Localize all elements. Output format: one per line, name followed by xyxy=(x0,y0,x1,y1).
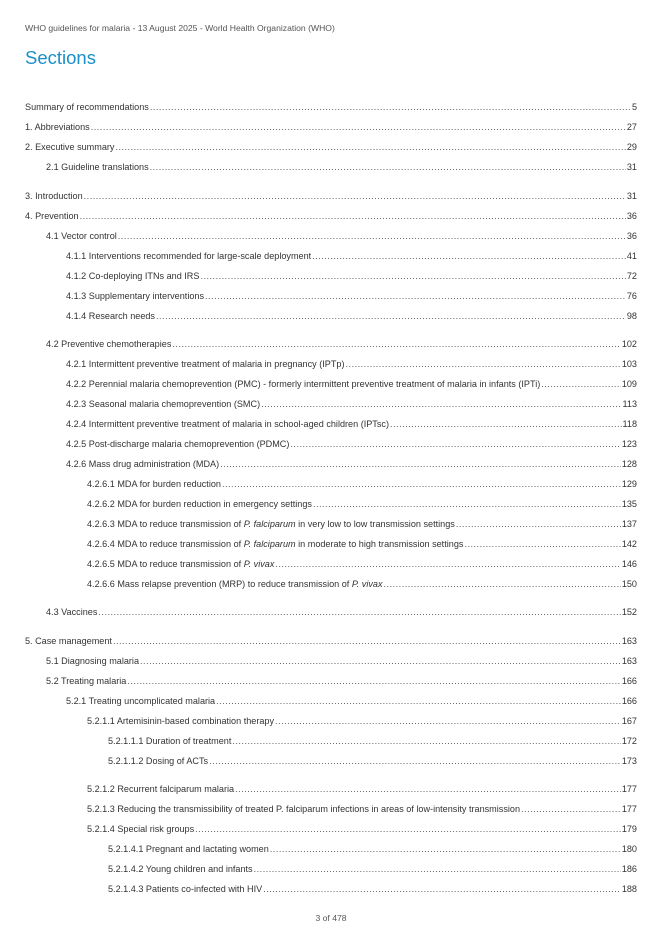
toc-entry-label: 5.1 Diagnosing malaria xyxy=(46,656,140,666)
toc-page-number: 113 xyxy=(622,399,637,409)
toc-entry-label: 4.3 Vaccines xyxy=(46,607,98,617)
toc-entry-label: 5.2.1.1.2 Dosing of ACTs xyxy=(108,756,209,766)
toc-entry-label: 4.2.6.1 MDA for burden reduction xyxy=(87,479,221,489)
dot-leader xyxy=(263,883,621,896)
toc-entry-label: 4.2.3 Seasonal malaria chemoprevention (SMC) xyxy=(66,399,261,409)
dot-leader xyxy=(84,190,626,203)
toc-entry-label: 4.1 Vector control xyxy=(46,231,117,241)
dot-leader xyxy=(150,101,631,114)
toc-entry[interactable] xyxy=(46,338,637,351)
toc-entry[interactable] xyxy=(87,715,637,728)
toc-entry-label: 4.2.6.5 MDA to reduce transmission of P. vivax xyxy=(87,559,275,569)
toc-page-number: 118 xyxy=(622,419,637,429)
dot-leader xyxy=(275,715,621,728)
toc-entry-label: 5. Case management xyxy=(25,636,112,646)
toc-entry-label: 5.2.1.2 Recurrent falciparum malaria xyxy=(87,784,235,794)
dot-leader xyxy=(232,735,620,748)
dot-leader xyxy=(312,250,626,263)
toc-page-number: 166 xyxy=(621,676,637,686)
toc-entry[interactable] xyxy=(108,843,637,856)
toc-entry-label: 1. Abbreviations xyxy=(25,122,90,132)
dot-leader xyxy=(261,398,621,411)
toc-entry[interactable] xyxy=(108,755,637,768)
dot-leader xyxy=(140,655,621,668)
toc-entry-label: 3. Introduction xyxy=(25,191,83,201)
dot-leader xyxy=(270,843,621,856)
toc-page-number: 27 xyxy=(626,122,637,132)
page-header: WHO guidelines for malaria - 13 August 2025 - World Health Organization (WHO) xyxy=(25,23,335,33)
toc-page-number: 163 xyxy=(621,656,637,666)
dot-leader xyxy=(209,755,621,768)
toc-entry[interactable] xyxy=(46,655,637,668)
toc-entry[interactable] xyxy=(66,358,637,371)
toc-entry[interactable] xyxy=(66,290,637,303)
dot-leader xyxy=(456,518,621,531)
toc-page-number: 179 xyxy=(621,824,637,834)
toc-page-number: 177 xyxy=(621,784,637,794)
toc-page-number: 177 xyxy=(621,804,637,814)
toc-entry-label: 4.2.6.3 MDA to reduce transmission of P. falciparum in very low to low transmission settings xyxy=(87,519,455,529)
toc-entry-label: 4.1.4 Research needs xyxy=(66,311,155,321)
toc-entry-label: 5.2.1.3 Reducing the transmissibility of treated P. falciparum infections in areas of low-intensity transmission xyxy=(87,804,521,814)
toc-page-number: 72 xyxy=(626,271,637,281)
toc-entry[interactable] xyxy=(25,190,637,203)
toc-page-number: 76 xyxy=(626,291,637,301)
toc-entry[interactable] xyxy=(87,518,637,531)
toc-entry[interactable] xyxy=(66,250,637,263)
toc-entry-label: 4. Prevention xyxy=(25,211,79,221)
toc-entry[interactable] xyxy=(87,783,637,796)
toc-entry-label: 5.2 Treating malaria xyxy=(46,676,127,686)
toc-entry-label: 2. Executive summary xyxy=(25,142,115,152)
dot-leader xyxy=(127,675,620,688)
toc-entry[interactable] xyxy=(25,210,637,223)
toc-entry[interactable] xyxy=(66,270,637,283)
toc-entry-label: 4.2.2 Perennial malaria chemoprevention (PMC) - formerly intermittent preventive treatment of malaria in infants (IPTi) xyxy=(66,379,541,389)
toc-entry-label: 5.2.1.4.3 Patients co-infected with HIV xyxy=(108,884,263,894)
toc-page-number: 135 xyxy=(621,499,637,509)
toc-page-number: 142 xyxy=(621,539,637,549)
dot-leader xyxy=(118,230,626,243)
toc-entry-label: 4.2.1 Intermittent preventive treatment of malaria in pregnancy (IPTp) xyxy=(66,359,345,369)
dot-leader xyxy=(91,121,626,134)
toc-entry[interactable] xyxy=(25,121,637,134)
toc-page-number: 128 xyxy=(621,459,637,469)
dot-leader xyxy=(220,458,621,471)
toc-entry[interactable] xyxy=(87,498,637,511)
toc-page-number: 172 xyxy=(621,736,637,746)
toc-entry[interactable] xyxy=(108,735,637,748)
dot-leader xyxy=(205,290,626,303)
toc-entry-label: 4.2.5 Post-discharge malaria chemoprevention (PDMC) xyxy=(66,439,290,449)
toc-page-number: 29 xyxy=(626,142,637,152)
dot-leader xyxy=(222,478,621,491)
toc-entry-label: Summary of recommendations xyxy=(25,102,149,112)
toc-entry[interactable] xyxy=(108,863,637,876)
dot-leader xyxy=(156,310,626,323)
toc-entry-label: 4.2.6 Mass drug administration (MDA) xyxy=(66,459,220,469)
dot-leader xyxy=(216,695,621,708)
toc-entry[interactable] xyxy=(46,675,637,688)
toc-page-number: 146 xyxy=(621,559,637,569)
toc-entry[interactable] xyxy=(46,161,637,174)
toc-entry-label: 4.1.3 Supplementary interventions xyxy=(66,291,205,301)
toc-page-number: 152 xyxy=(621,607,637,617)
dot-leader xyxy=(290,438,620,451)
page-number-footer: 3 of 478 xyxy=(315,913,347,923)
toc-entry[interactable] xyxy=(87,538,637,551)
toc-page-number: 186 xyxy=(621,864,637,874)
toc-page-number: 41 xyxy=(626,251,637,261)
toc-entry[interactable] xyxy=(66,418,637,431)
toc-page-number: 188 xyxy=(621,884,637,894)
dot-leader xyxy=(115,141,625,154)
dot-leader xyxy=(195,823,621,836)
dot-leader xyxy=(275,558,620,571)
toc-entry[interactable] xyxy=(46,230,637,243)
toc-page-number: 103 xyxy=(621,359,637,369)
dot-leader xyxy=(113,635,621,648)
toc-entry[interactable] xyxy=(66,398,637,411)
toc-entry-label: 5.2.1.1 Artemisinin-based combination therapy xyxy=(87,716,275,726)
toc-entry-label: 4.2.6.2 MDA for burden reduction in emergency settings xyxy=(87,499,312,509)
dot-leader xyxy=(80,210,626,223)
dot-leader xyxy=(390,418,622,431)
dot-leader xyxy=(464,538,620,551)
toc-page-number: 137 xyxy=(621,519,637,529)
toc-entry-label: 5.2.1.4 Special risk groups xyxy=(87,824,195,834)
toc-page-number: 129 xyxy=(621,479,637,489)
dot-leader xyxy=(541,378,621,391)
dot-leader xyxy=(98,606,620,619)
toc-page-number: 166 xyxy=(621,696,637,706)
toc-page-number: 5 xyxy=(631,102,637,112)
dot-leader xyxy=(172,338,620,351)
toc-page-number: 180 xyxy=(621,844,637,854)
page-title: Sections xyxy=(25,47,96,68)
toc-entry-label: 4.2.6.6 Mass relapse prevention (MRP) to reduce transmission of P. vivax xyxy=(87,579,383,589)
toc-page-number: 173 xyxy=(621,756,637,766)
toc-page-number: 31 xyxy=(626,191,637,201)
dot-leader xyxy=(346,358,621,371)
toc-entry[interactable] xyxy=(87,558,637,571)
toc-page-number: 123 xyxy=(621,439,637,449)
toc-page-number: 36 xyxy=(626,211,637,221)
dot-leader xyxy=(384,578,621,591)
dot-leader xyxy=(235,783,621,796)
toc-entry-label: 5.2.1 Treating uncomplicated malaria xyxy=(66,696,216,706)
toc-entry-label: 4.1.2 Co-deploying ITNs and IRS xyxy=(66,271,200,281)
toc-entry-label: 4.1.1 Interventions recommended for large-scale deployment xyxy=(66,251,312,261)
toc-entry[interactable] xyxy=(87,823,637,836)
toc-page-number: 163 xyxy=(621,636,637,646)
toc-page-number: 102 xyxy=(621,339,637,349)
toc-entry-label: 5.2.1.4.1 Pregnant and lactating women xyxy=(108,844,269,854)
toc-entry-label: 5.2.1.1.1 Duration of treatment xyxy=(108,736,232,746)
toc-entry[interactable] xyxy=(25,635,637,648)
toc-entry[interactable] xyxy=(108,883,637,896)
toc-entry[interactable] xyxy=(66,378,637,391)
toc-entry[interactable] xyxy=(25,101,637,114)
toc-entry[interactable] xyxy=(25,141,637,154)
dot-leader xyxy=(521,803,621,816)
dot-leader xyxy=(150,161,626,174)
toc-page-number: 109 xyxy=(621,379,637,389)
toc-entry[interactable] xyxy=(46,606,637,619)
toc-entry-label: 5.2.1.4.2 Young children and infants xyxy=(108,864,253,874)
toc-entry[interactable] xyxy=(66,438,637,451)
toc-page-number: 98 xyxy=(626,311,637,321)
toc-entry-label: 2.1 Guideline translations xyxy=(46,162,149,172)
toc-entry[interactable] xyxy=(66,458,637,471)
toc-entry-label: 4.2.4 Intermittent preventive treatment of malaria in school-aged children (IPTsc) xyxy=(66,419,389,429)
toc-entry[interactable] xyxy=(66,695,637,708)
toc-entry[interactable] xyxy=(66,310,637,323)
toc-page-number: 36 xyxy=(626,231,637,241)
toc-entry-label: 4.2 Preventive chemotherapies xyxy=(46,339,172,349)
dot-leader xyxy=(313,498,621,511)
toc-entry[interactable] xyxy=(87,478,637,491)
dot-leader xyxy=(254,863,621,876)
dot-leader xyxy=(200,270,625,283)
toc-entry[interactable] xyxy=(87,803,637,816)
toc-entry[interactable] xyxy=(87,578,637,591)
toc-entry-label: 4.2.6.4 MDA to reduce transmission of P. falciparum in moderate to high transmission settings xyxy=(87,539,464,549)
toc-page-number: 31 xyxy=(626,162,637,172)
toc-page-number: 150 xyxy=(621,579,637,589)
toc-page-number: 167 xyxy=(621,716,637,726)
